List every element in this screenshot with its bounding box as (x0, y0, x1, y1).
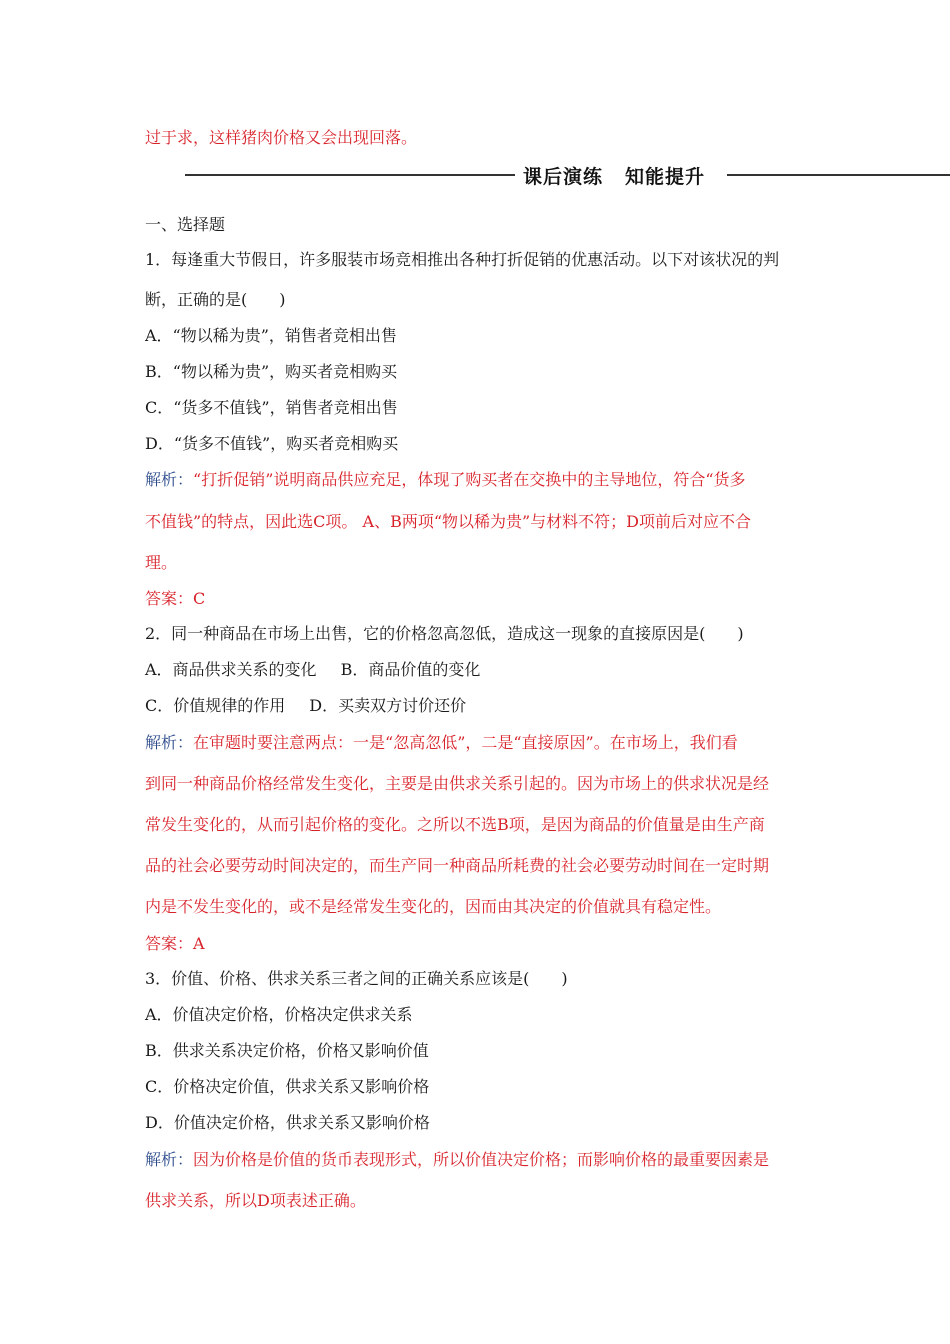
q2-options-row2 (145, 696, 466, 716)
q3-option-a: A．价值决定价格，价格决定供求关系 (145, 1005, 413, 1024)
heading-rule-right (727, 174, 950, 176)
q2-analysis-line2: 到同一种商品价格经常发生变化，主要是由供求关系引起的。因为市场上的供求状况是经 (145, 774, 770, 793)
q3-analysis-label: 解析： (145, 1150, 194, 1169)
q2-stem-line1: 2．同一种商品在市场上出售，它的价格忽高忽低，造成这一现象的直接原因是( ) (145, 624, 744, 643)
q1-option-a: A．“物以稀为贵”，销售者竞相出售 (145, 326, 397, 345)
q1-analysis-line1 (145, 470, 746, 490)
q2-analysis-text1: 在审题时要注意两点：一是“忽高忽低”，二是“直接原因”。在市场上，我们看 (193, 733, 738, 752)
section-title-part2: 知能提升 (625, 166, 706, 188)
section-title-part1: 课后演练 (523, 166, 604, 188)
q1-analysis-line3: 理。 (145, 553, 178, 572)
q3-stem-line1: 3．价值、价格、供求关系三者之间的正确关系应该是( ) (145, 969, 568, 988)
q3-option-b: B．供求关系决定价格，价格又影响价值 (145, 1041, 429, 1060)
q2-answer: 答案：A (145, 934, 205, 953)
q3-analysis-text1: 因为价格是价值的货币表现形式，所以价值决定价格；而影响价格的最重要因素是 (193, 1150, 770, 1169)
q3-option-c: C．价格决定价值，供求关系又影响价格 (145, 1077, 430, 1096)
q3-analysis-line1 (145, 1150, 769, 1170)
heading-rule-left (185, 174, 515, 176)
q2-analysis-line4: 品的社会必要劳动时间决定的，而生产同一种商品所耗费的社会必要劳动时间在一定时期 (145, 856, 770, 875)
intro-tail: 过于求，这样猪肉价格又会出现回落。 (145, 128, 418, 147)
q2-analysis-line3: 常发生变化的，从而引起价格的变化。之所以不选B项，是因为商品的价值量是由生产商 (145, 815, 765, 834)
q2-option-a: A．商品供求关系的变化 (145, 660, 317, 679)
q2-option-d: D．买卖双方讨价还价 (309, 696, 467, 715)
q3-analysis-line2: 供求关系，所以D项表述正确。 (145, 1191, 366, 1210)
category-title: 一、选择题 (145, 215, 226, 234)
q2-option-c: C．价值规律的作用 (145, 696, 286, 715)
q3-option-d: D．价值决定价格，供求关系又影响价格 (145, 1113, 430, 1132)
q2-options-row1 (145, 660, 480, 680)
q1-option-d: D．“货多不值钱”，购买者竞相购买 (145, 434, 399, 453)
q1-stem-line1: 1．每逢重大节假日，许多服装市场竞相推出各种打折促销的优惠活动。以下对该状况的判 (145, 250, 780, 269)
section-title (523, 162, 705, 189)
q1-analysis-text1: “打折促销”说明商品供应充足，体现了购买者在交换中的主导地位，符合“货多 (193, 470, 746, 489)
q1-answer: 答案：C (145, 589, 206, 608)
q2-option-b: B．商品价值的变化 (340, 660, 481, 679)
q2-analysis-line5: 内是不发生变化的，或不是经常发生变化的，因而由其决定的价值就具有稳定性。 (145, 897, 722, 916)
q1-analysis-line2: 不值钱”的特点，因此选C项。 A、B两项“物以稀为贵”与材料不符；D项前后对应不合 (145, 512, 752, 531)
q1-option-c: C．“货多不值钱”，销售者竞相出售 (145, 398, 398, 417)
q1-analysis-label: 解析： (145, 470, 194, 489)
q2-analysis-label: 解析： (145, 733, 194, 752)
section-heading (145, 162, 807, 188)
q2-analysis-line1 (145, 733, 738, 753)
q1-option-b: B．“物以稀为贵”，购买者竞相购买 (145, 362, 398, 381)
q1-stem-line2: 断，正确的是( ) (145, 290, 286, 309)
